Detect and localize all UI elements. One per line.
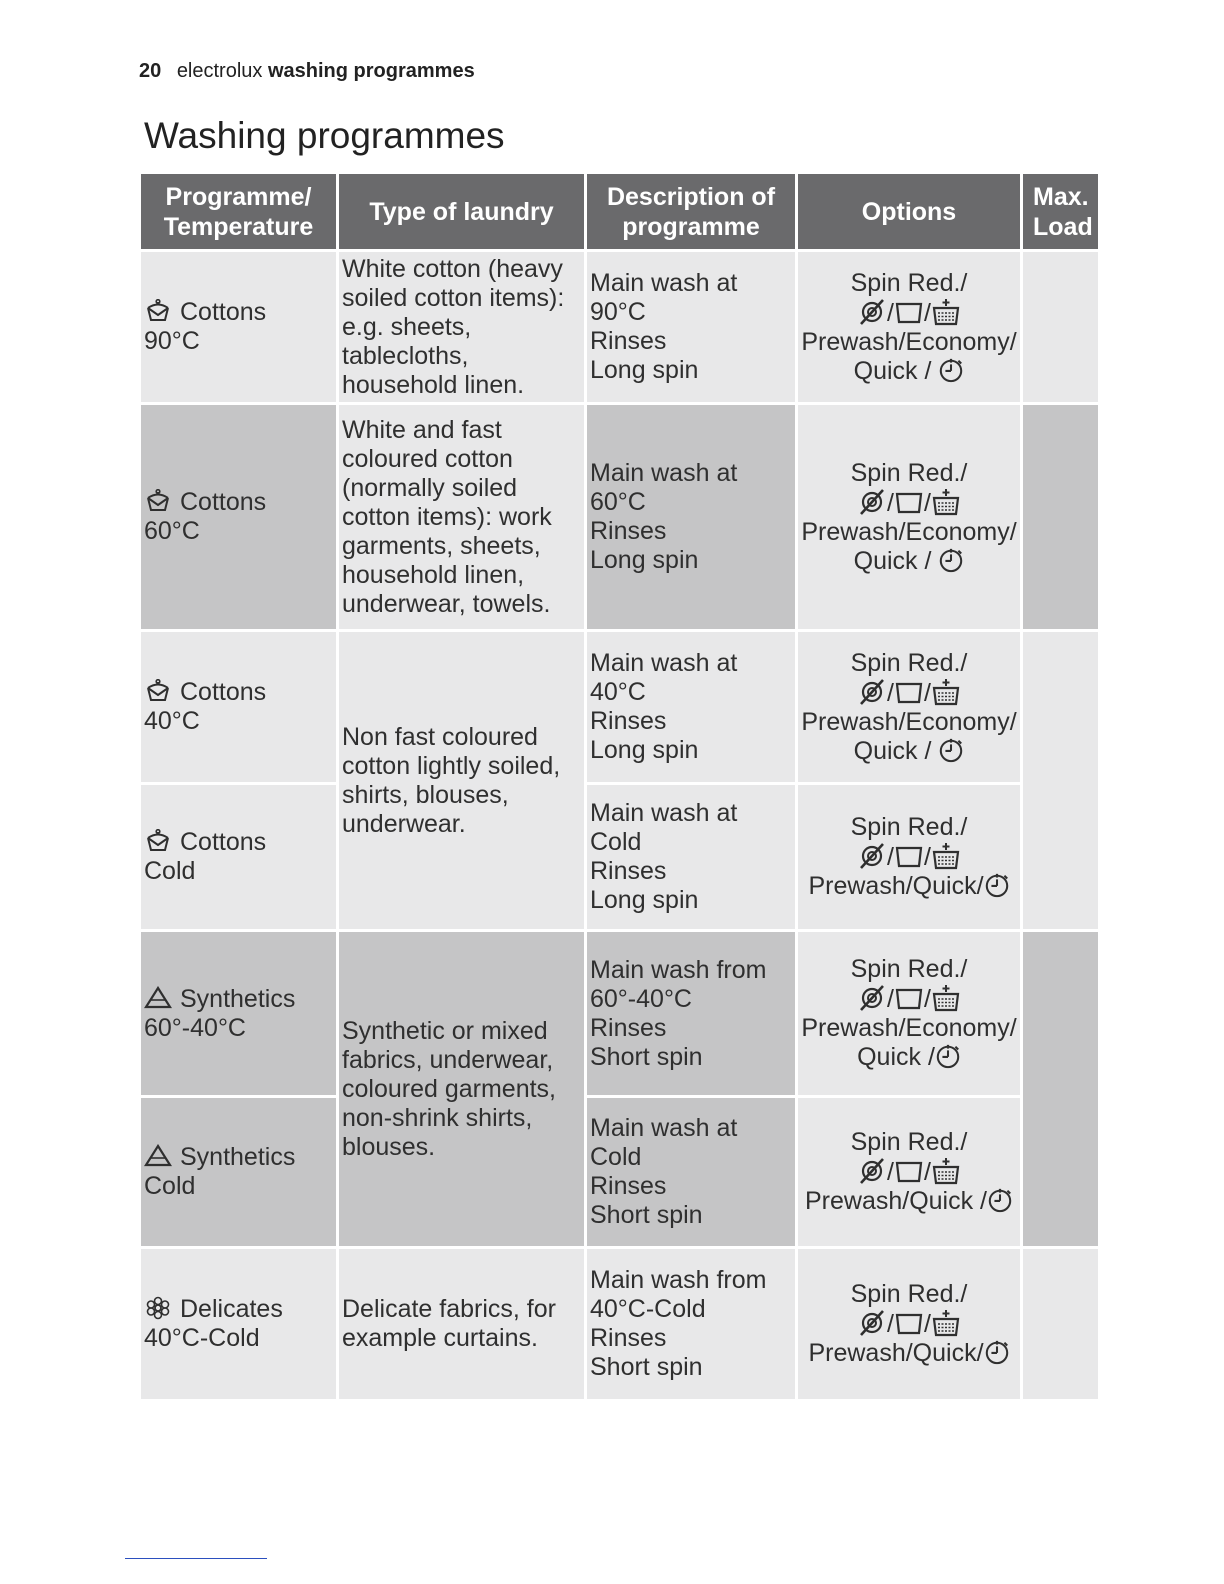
option-symbols: / / <box>801 984 1017 1014</box>
description-line: Long spin <box>590 546 699 574</box>
programme-name: Synthetics <box>180 984 296 1013</box>
option-line: Prewash/Economy/ <box>801 1014 1017 1042</box>
description-line: Rinses <box>590 1324 667 1352</box>
description-line: Main wash at <box>590 799 738 827</box>
no-spin-icon <box>857 678 887 706</box>
description-line: Cold <box>590 1143 642 1171</box>
description-line: Long spin <box>590 356 699 384</box>
programme-temperature: 60°-40°C <box>144 1013 246 1042</box>
description-line: Main wash at <box>590 459 738 487</box>
programme-cell <box>141 632 336 782</box>
extra-rinse-icon <box>931 842 961 870</box>
option-line: Spin Red./ <box>850 813 968 841</box>
programme-name: Cottons <box>180 298 267 326</box>
tub-icon <box>894 1309 924 1337</box>
programme-cell <box>141 252 336 402</box>
option-line: Spin Red./ <box>850 268 968 297</box>
cottons-icon <box>144 299 172 323</box>
synthetics-icon <box>144 986 172 1010</box>
timer-icon <box>984 1339 1010 1365</box>
column-header-description: Description of programme <box>587 174 795 249</box>
description-line: Long spin <box>590 886 699 914</box>
timer-icon <box>935 1043 961 1069</box>
options-cell <box>798 252 1020 402</box>
tub-icon <box>894 678 924 706</box>
description-line: Short spin <box>590 1201 703 1229</box>
options-cell <box>798 785 1020 929</box>
description-line: Rinses <box>590 327 667 355</box>
extra-rinse-icon <box>931 1157 961 1185</box>
tub-icon <box>894 842 924 870</box>
extra-rinse-icon <box>931 488 961 516</box>
programme-cell <box>141 1249 336 1399</box>
programme-temperature: 40°C-Cold <box>144 1324 260 1352</box>
table-row <box>141 1249 1098 1399</box>
option-line: Prewash/Economy/ <box>801 327 1017 356</box>
description-line: Main wash from <box>590 955 767 984</box>
timer-icon <box>938 737 964 763</box>
programme-cell <box>141 405 336 629</box>
options-cell <box>798 932 1020 1095</box>
cottons-icon <box>144 829 172 853</box>
description-line: Rinses <box>590 1013 667 1042</box>
options-cell <box>798 405 1020 629</box>
option-line-last: Quick / <box>801 357 1017 386</box>
options-cell <box>798 632 1020 782</box>
option-line: Prewash/Economy/ <box>801 517 1017 546</box>
max-load-cell <box>1023 1249 1098 1399</box>
page-number: 20 <box>139 60 162 82</box>
options-cell <box>798 1098 1020 1246</box>
option-symbols: / / <box>801 842 1017 872</box>
option-line: Spin Red./ <box>850 458 968 487</box>
description-line: 40°C <box>590 678 646 706</box>
description-line: Rinses <box>590 1172 667 1200</box>
option-line: Spin Red./ <box>850 1128 968 1156</box>
no-spin-icon <box>857 984 887 1012</box>
page-title: Washing programmes <box>144 115 505 156</box>
max-load-cell <box>1023 252 1098 402</box>
description-line: Short spin <box>590 1042 703 1071</box>
option-line-last: Quick / <box>801 737 1017 766</box>
timer-icon <box>984 872 1010 898</box>
description-line: Main wash at <box>590 1114 738 1142</box>
table-row <box>141 785 1098 929</box>
description-cell <box>587 785 795 929</box>
extra-rinse-icon <box>931 678 961 706</box>
timer-icon <box>938 547 964 573</box>
description-line: Short spin <box>590 1353 703 1381</box>
section-name: washing programmes <box>267 60 475 82</box>
column-header-max-load: Max. Load <box>1023 174 1098 249</box>
option-line: Spin Red./ <box>850 648 968 677</box>
option-symbols: / / <box>801 678 1017 708</box>
programme-name: Delicates <box>180 1295 283 1323</box>
no-spin-icon <box>857 488 887 516</box>
extra-rinse-icon <box>931 984 961 1012</box>
option-symbols: / / <box>801 1157 1017 1187</box>
table-row <box>141 405 1098 629</box>
description-cell <box>587 1249 795 1399</box>
option-line-last: Quick / <box>801 1043 1017 1072</box>
option-line: Prewash/Economy/ <box>801 707 1017 736</box>
footer-rule <box>125 1558 267 1559</box>
description-line: Long spin <box>590 736 699 764</box>
programme-temperature: Cold <box>144 857 196 885</box>
description-cell <box>587 632 795 782</box>
description-line: 60°C <box>590 488 646 516</box>
programme-temperature: Cold <box>144 1172 196 1200</box>
description-cell <box>587 252 795 402</box>
delicates-icon <box>144 1296 172 1320</box>
tub-icon <box>894 1157 924 1185</box>
cottons-icon <box>144 679 172 703</box>
description-line: Main wash at <box>590 269 738 297</box>
table-row <box>141 252 1098 402</box>
programme-name: Cottons <box>180 488 267 516</box>
description-cell <box>587 932 795 1095</box>
programme-temperature: 60°C <box>144 517 200 545</box>
table-row <box>141 1098 1098 1246</box>
option-symbols: / / <box>801 488 1017 518</box>
table-row <box>141 632 1098 782</box>
programme-temperature: 40°C <box>144 707 200 735</box>
programme-name: Cottons <box>180 678 267 706</box>
description-cell <box>587 1098 795 1246</box>
table-header-row <box>141 174 1098 249</box>
column-header-laundry: Type of laundry <box>339 174 584 249</box>
no-spin-icon <box>857 298 887 326</box>
options-cell <box>798 1249 1020 1399</box>
option-line-last: Quick / <box>801 547 1017 576</box>
programme-temperature: 90°C <box>144 327 200 355</box>
no-spin-icon <box>857 1309 887 1337</box>
description-line: Main wash from <box>590 1266 767 1294</box>
extra-rinse-icon <box>931 1309 961 1337</box>
description-line: Rinses <box>590 517 667 545</box>
no-spin-icon <box>857 842 887 870</box>
max-load-cell <box>1023 632 1098 929</box>
description-line: Cold <box>590 828 642 856</box>
extra-rinse-icon <box>931 298 961 326</box>
column-header-programme: Programme/ Temperature <box>141 174 336 249</box>
laundry-cell: Non fast coloured cotton lightly soiled, shirts, blouses, underwear. <box>339 632 584 929</box>
programme-cell <box>141 1098 336 1246</box>
programmes-table <box>138 171 1101 1402</box>
page-header <box>139 60 475 83</box>
programme-cell <box>141 785 336 929</box>
cottons-icon <box>144 489 172 513</box>
programme-name: Cottons <box>180 828 267 856</box>
option-line-last: Prewash/Quick/ <box>801 872 1017 901</box>
tub-icon <box>894 984 924 1012</box>
timer-icon <box>938 357 964 383</box>
max-load-cell <box>1023 932 1098 1246</box>
timer-icon <box>987 1187 1013 1213</box>
option-line: Spin Red./ <box>850 955 968 983</box>
synthetics-icon <box>144 1144 172 1168</box>
option-line-last: Prewash/Quick/ <box>801 1339 1017 1368</box>
no-spin-icon <box>857 1157 887 1185</box>
laundry-cell: Synthetic or mixed fabrics, underwear, coloured garments, non-shrink shirts, blouses. <box>339 932 584 1246</box>
description-line: Rinses <box>590 857 667 885</box>
programme-name: Synthetics <box>180 1143 296 1171</box>
description-line: 60°-40°C <box>590 984 692 1013</box>
option-line: Spin Red./ <box>850 1280 968 1308</box>
description-cell <box>587 405 795 629</box>
tub-icon <box>894 298 924 326</box>
programme-cell <box>141 932 336 1095</box>
option-line-last: Prewash/Quick / <box>801 1187 1017 1216</box>
description-line: 90°C <box>590 298 646 326</box>
laundry-cell: Delicate fabrics, for example curtains. <box>339 1249 584 1399</box>
laundry-cell: White and fast coloured cotton (normally soiled cotton items): work garments, sheets, household linen, underwear, towels. <box>339 405 584 629</box>
tub-icon <box>894 488 924 516</box>
option-symbols: / / <box>801 298 1017 328</box>
description-line: Main wash at <box>590 649 738 677</box>
max-load-cell <box>1023 405 1098 629</box>
table-row <box>141 932 1098 1095</box>
column-header-options: Options <box>798 174 1020 249</box>
description-line: Rinses <box>590 707 667 735</box>
laundry-cell: White cotton (heavy soiled cotton items): e.g. sheets, tablecloths, household linen. <box>339 252 584 402</box>
brand-name: electrolux <box>176 60 263 82</box>
description-line: 40°C-Cold <box>590 1295 706 1323</box>
option-symbols: / / <box>801 1309 1017 1339</box>
